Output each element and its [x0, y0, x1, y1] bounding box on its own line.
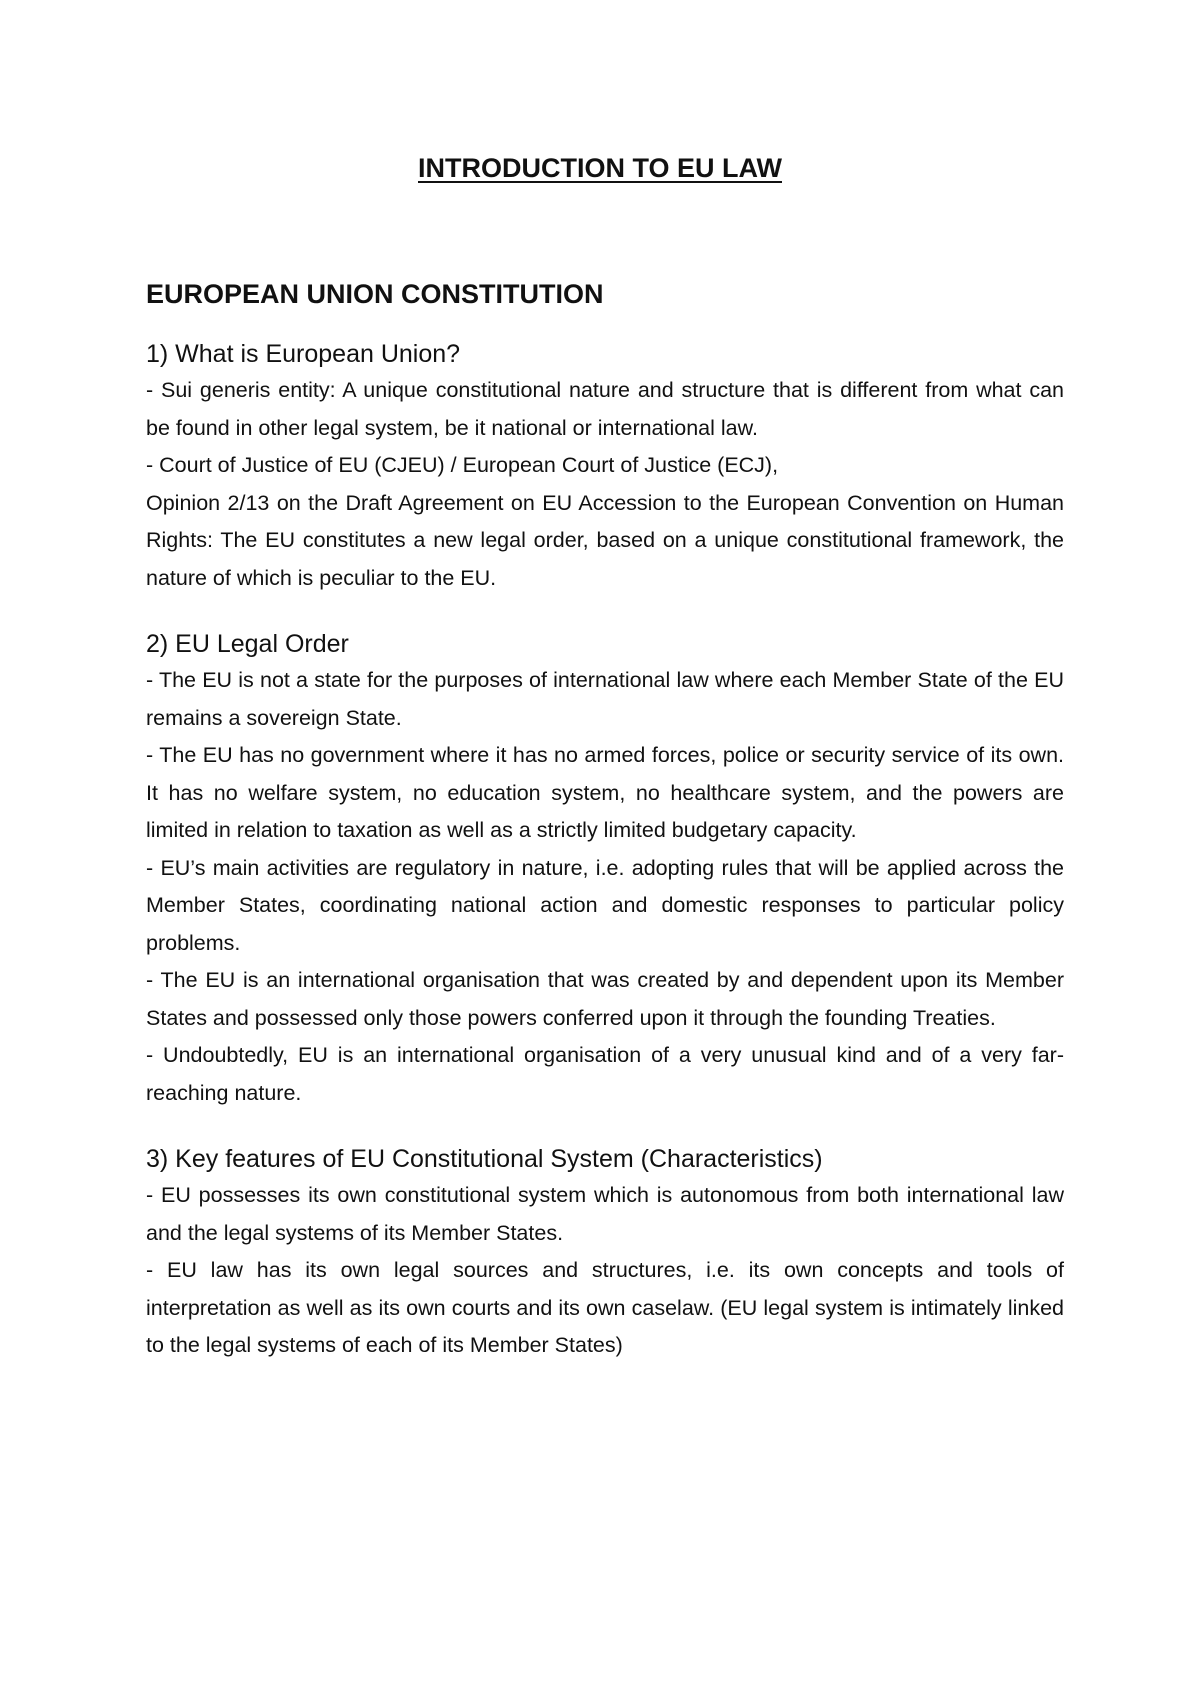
document-body — [146, 336, 1064, 1365]
section-heading: EUROPEAN UNION CONSTITUTION — [146, 279, 604, 309]
paragraph: - Undoubtedly, EU is an international organisation of a very unusual kind and of a very far-reaching nature. — [146, 1043, 1064, 1105]
document-title: INTRODUCTION TO EU LAW — [418, 153, 782, 183]
section-key-features — [146, 1141, 1064, 1365]
section-what-is-eu — [146, 336, 1064, 597]
paragraph: - Court of Justice of EU (CJEU) / European Court of Justice (ECJ), — [146, 453, 779, 477]
paragraph: - Sui generis entity: A unique constitutional nature and structure that is different from what can be found in other legal system, be it national or international law. — [146, 378, 1064, 440]
paragraph: - EU’s main activities are regulatory in nature, i.e. adopting rules that will be applied across the Member States, coordinating national action and domestic responses to particular policy problems. — [146, 855, 1064, 955]
paragraph: - EU possesses its own constitutional system which is autonomous from both international law and the legal systems of its Member States. — [146, 1183, 1064, 1245]
paragraph: - The EU is an international organisation that was created by and dependent upon its Member States and possessed only those powers conferred upon it through the founding Treaties. — [146, 968, 1064, 1030]
subsection-heading: 1) What is European Union? — [146, 340, 461, 368]
section-eu-legal-order — [146, 626, 1064, 1112]
paragraph: - The EU is not a state for the purposes of international law where each Member State of the EU remains a sovereign State. — [146, 668, 1064, 730]
subsection-heading: 2) EU Legal Order — [146, 630, 349, 658]
subsection-heading: 3) Key features of EU Constitutional System (Characteristics) — [146, 1145, 823, 1173]
paragraph: - The EU has no government where it has no armed forces, police or security service of its own. It has no welfare system, no education system, no healthcare system, and the powers are limited in relation to taxation as well as a strictly limited budgetary capacity. — [146, 743, 1064, 842]
paragraph: Opinion 2/13 on the Draft Agreement on EU Accession to the European Convention on Human Rights: The EU constitutes a new legal order, based on a unique constitutional framework, the nature of which is peculiar to the EU. — [146, 490, 1064, 590]
paragraph: - EU law has its own legal sources and structures, i.e. its own concepts and tools of interpretation as well as its own courts and its own caselaw. (EU legal system is intimately linked to the legal systems of each of its Member States) — [146, 1258, 1064, 1357]
